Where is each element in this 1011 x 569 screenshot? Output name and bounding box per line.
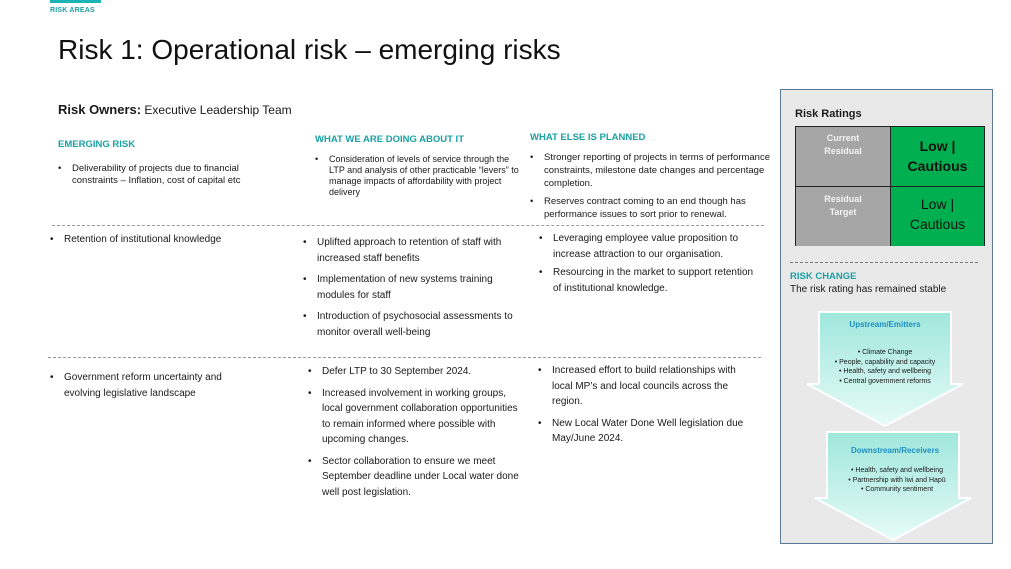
col-head-emerging: EMERGING RISK bbox=[58, 139, 136, 150]
upstream-title: Upstream/Emitters bbox=[849, 320, 921, 329]
residual-target-label bbox=[796, 187, 890, 246]
row2-risk-list bbox=[50, 232, 290, 248]
risk-change-title: RISK CHANGE bbox=[790, 271, 857, 282]
risk-owners bbox=[58, 102, 292, 117]
list-item: • Implementation of new systems training modules for staff bbox=[303, 272, 518, 303]
downstream-item: • Partnership with Iwi and Hapū bbox=[848, 476, 946, 484]
current-residual-value bbox=[890, 127, 984, 186]
list-item: • Reserves contract coming to an end though has performance issues to sort prior to renewal. bbox=[530, 195, 775, 221]
upstream-item: • People, capability and capacity bbox=[834, 358, 936, 366]
upstream-list bbox=[825, 348, 945, 386]
value-line: Cautious bbox=[907, 158, 968, 174]
list-item: • Retention of institutional knowledge bbox=[50, 232, 290, 248]
row3-risk-list bbox=[50, 370, 250, 401]
downstream-item: • Community sentiment bbox=[860, 486, 934, 493]
downstream-title: Downstream/Receivers bbox=[850, 446, 940, 455]
list-item: • Introduction of psychosocial assessments to monitor overall well-being bbox=[303, 309, 518, 340]
downstream-item: • Health, safety and wellbeing bbox=[851, 467, 943, 474]
list-item: • Deliverability of projects due to financial constraints – Inflation, cost of capital etc bbox=[58, 163, 278, 187]
risk-owners-value: Executive Leadership Team bbox=[141, 103, 292, 117]
list-item: • Increased effort to build relationships with local MP’s and local councils across the region. bbox=[538, 363, 758, 410]
header-accent-bar bbox=[50, 0, 101, 3]
row3-planned-list bbox=[538, 363, 758, 447]
upstream-item: • Health, safety and wellbeing bbox=[839, 368, 931, 375]
upstream-item: • Climate Change bbox=[857, 349, 913, 356]
list-item: • Resourcing in the market to support retention of institutional knowledge. bbox=[539, 265, 754, 296]
label-line: Residual bbox=[824, 146, 862, 156]
list-item: • Government reform uncertainty and evolving legislative landscape bbox=[50, 370, 250, 401]
list-item: • Defer LTP to 30 September 2024. bbox=[308, 364, 526, 380]
row1-doing-list bbox=[315, 154, 520, 198]
row-divider bbox=[48, 357, 761, 358]
row1-risk-list bbox=[58, 163, 278, 187]
value-line: Low | bbox=[919, 138, 956, 154]
risk-ratings-grid bbox=[795, 126, 985, 246]
col-head-planned: WHAT ELSE IS PLANNED bbox=[530, 132, 646, 143]
risk-ratings-title: Risk Ratings bbox=[795, 108, 862, 120]
list-item: • Uplifted approach to retention of staff with increased staff benefits bbox=[303, 235, 518, 266]
list-item: • Consideration of levels of service through the LTP and analysis of other practicable “levers” to manage impacts of affordability with project delivery bbox=[315, 154, 520, 198]
residual-target-row bbox=[796, 187, 984, 246]
row3-doing-list bbox=[308, 364, 526, 500]
current-residual-row bbox=[796, 127, 984, 187]
current-residual-label bbox=[796, 127, 890, 186]
downstream-list bbox=[837, 466, 957, 495]
section-tag: RISK AREAS bbox=[50, 7, 95, 14]
list-item: • Leveraging employee value proposition to increase attraction to our organisation. bbox=[539, 231, 754, 262]
row1-planned-list bbox=[530, 151, 775, 221]
upstream-item: • Central government reforms bbox=[839, 377, 931, 385]
row2-planned-list bbox=[539, 231, 754, 296]
list-item: • New Local Water Done Well legislation due May/June 2024. bbox=[538, 416, 758, 447]
risk-owners-label: Risk Owners: bbox=[58, 102, 142, 117]
panel-divider bbox=[790, 262, 978, 263]
page-title: Risk 1: Operational risk – emerging risks bbox=[58, 34, 561, 65]
residual-target-value bbox=[890, 187, 984, 246]
list-item: • Sector collaboration to ensure we meet September deadline under Local water done well post legislation. bbox=[308, 454, 526, 501]
label-line: Current bbox=[826, 133, 860, 143]
col-head-doing: WHAT WE ARE DOING ABOUT IT bbox=[315, 134, 464, 145]
label-line: Residual bbox=[824, 194, 862, 204]
risk-change-text: The risk rating has remained stable bbox=[790, 284, 947, 295]
row2-doing-list bbox=[303, 235, 518, 340]
list-item: • Increased involvement in working groups, local government collaboration opportunities to remain informed where possible with upcoming changes. bbox=[308, 386, 526, 448]
row-divider bbox=[52, 225, 764, 226]
value-line: Cautious bbox=[909, 216, 966, 232]
label-line: Target bbox=[829, 207, 857, 217]
value-line: Low | bbox=[920, 196, 955, 212]
list-item: • Stronger reporting of projects in terms of performance constraints, milestone date changes and percentage completion. bbox=[530, 151, 775, 190]
